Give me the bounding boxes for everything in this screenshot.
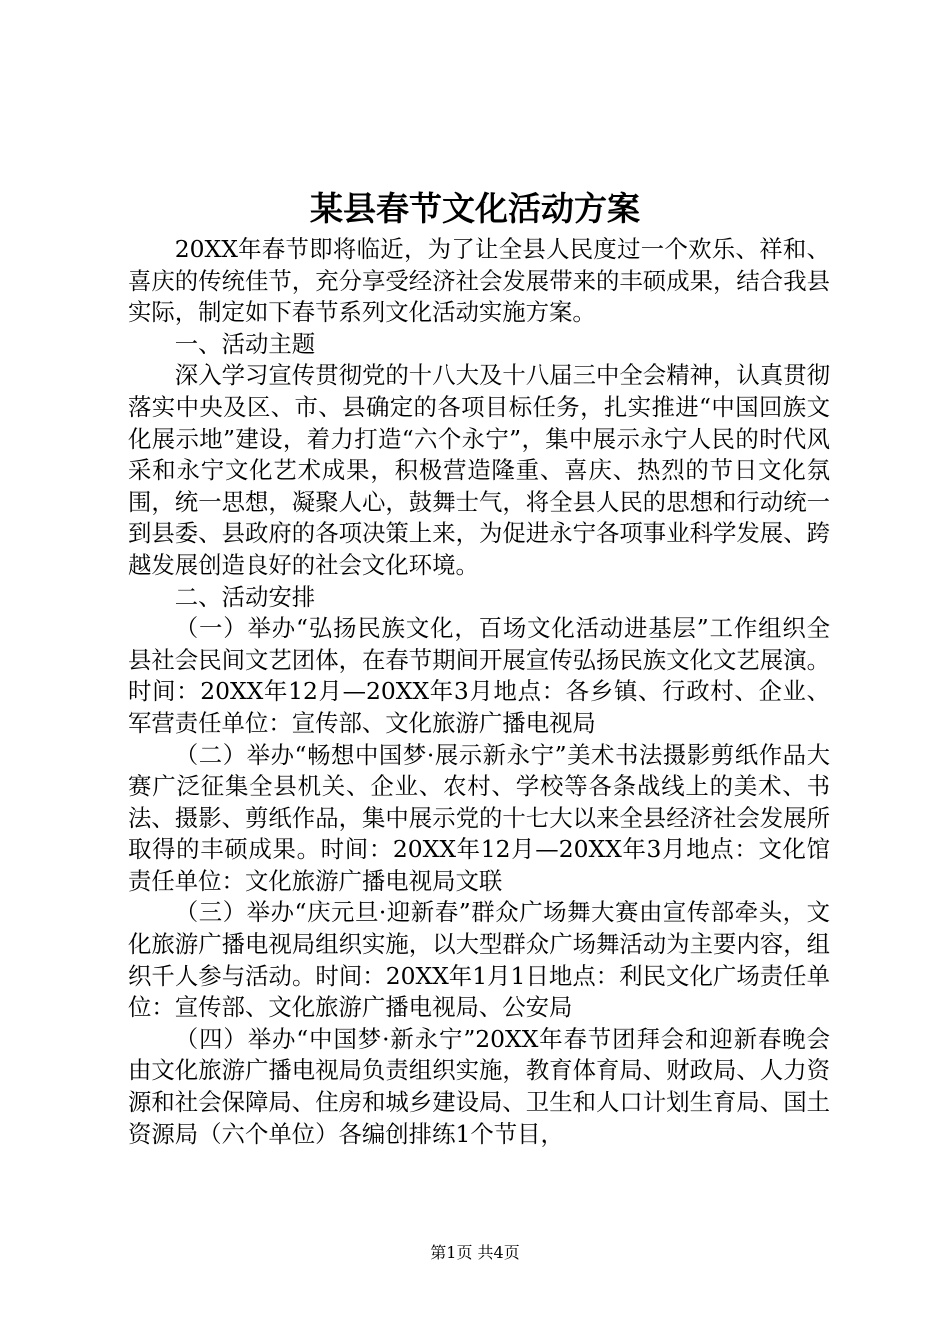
paragraph-theme: 深入学习宣传贯彻党的十八大及十八届三中全会精神，认真贯彻落实中央及区、市、县确定的各项目标任务，扎实推进“中国回族文化展示地”建设，着力打造“六个永宁”，集中展示永宁人民的时代风采和永宁文化艺术成果，积极营造隆重、喜庆、热烈的节日文化氛围，统一思想，凝聚人心，鼓舞士气，将全县人民的思想和行动统一到县委、县政府的各项决策上来，为促进永宁各项事业科学发展、跨越发展创造良好的社会文化环境。 [128,361,830,579]
paragraph-item-4: （四）举办“中国梦·新永宁”20XX年春节团拜会和迎新春晚会由文化旅游广播电视局负责组织实施，教育体育局、财政局、人力资源和社会保障局、住房和城乡建设局、卫生和人口计划生育局、国土资源局（六个单位）各编创排练1个节目， [128,1024,830,1148]
paragraph-item-2: （二）举办“畅想中国梦·展示新永宁”美术书法摄影剪纸作品大赛广泛征集全县机关、企业、农村、学校等各条战线上的美术、书法、摄影、剪纸作品，集中展示党的十七大以来全县经济社会发展所取得的丰硕成果。时间：20XX年12月—20XX年3月地点：文化馆责任单位：文化旅游广播电视局文联 [128,740,830,895]
heading-activity-arrangement: 二、活动安排 [174,582,316,611]
document-body [128,234,830,1150]
paragraph-item-3: （三）举办“庆元旦·迎新春”群众广场舞大赛由宣传部牵头，文化旅游广播电视局组织实施，以大型群众广场舞活动为主要内容，组织千人参与活动。时间：20XX年1月1日地点：利民文化广场责任单位：宣传部、文化旅游广播电视局、公安局 [128,898,830,1022]
document-title: 某县春节文化活动方案 [310,189,640,228]
heading-activity-theme: 一、活动主题 [174,329,316,358]
paragraph-item-1: （一）举办“弘扬民族文化，百场文化活动进基层”工作组织全县社会民间文艺团体，在春节期间开展宣传弘扬民族文化文艺展演。时间：20XX年12月—20XX年3月地点：各乡镇、行政村、企业、军营责任单位：宣传部、文化旅游广播电视局 [128,614,830,737]
page-footer: 第1页 共4页 [430,1243,520,1262]
paragraph-intro: 20XX年春节即将临近，为了让全县人民度过一个欢乐、祥和、喜庆的传统佳节，充分享受经济社会发展带来的丰硕成果，结合我县实际，制定如下春节系列文化活动实施方案。 [128,235,830,327]
